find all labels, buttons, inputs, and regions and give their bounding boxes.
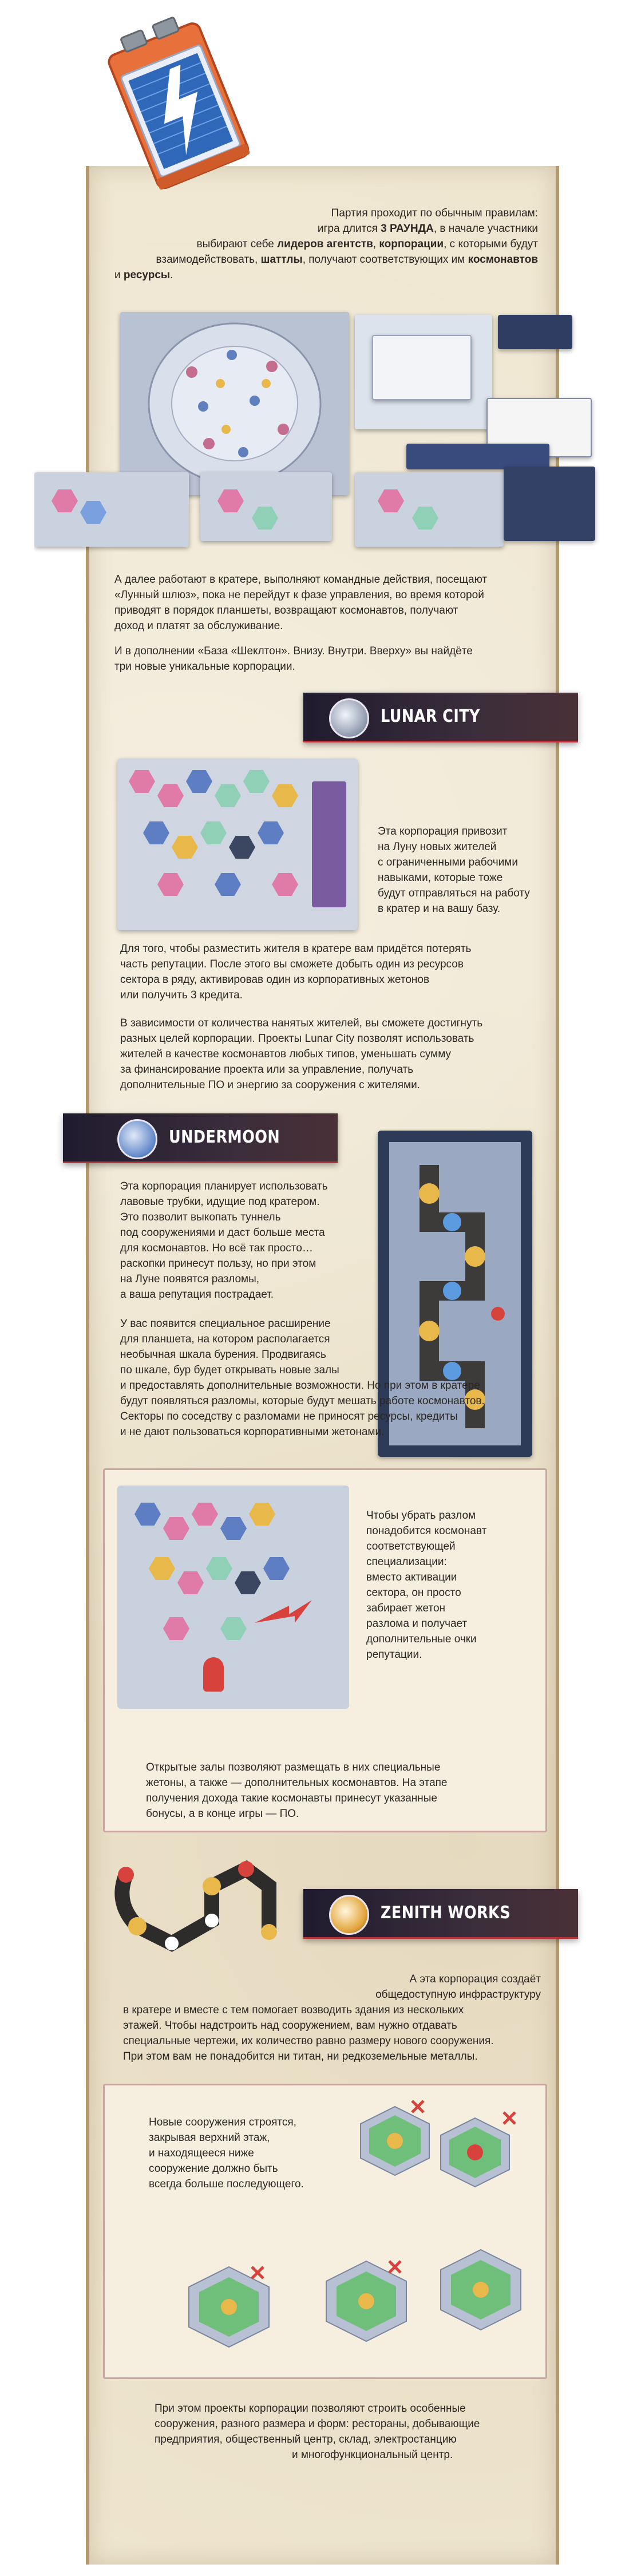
lunar-city-board-illustration bbox=[117, 758, 358, 930]
lunar-p2-line: жителей в качестве космонавтов любых типов, уменьшать сумму bbox=[120, 1048, 452, 1060]
lunar-p2-line: разных целей корпорации. Проекты Lunar City позволят использовать bbox=[120, 1033, 474, 1045]
under-p2-line: необычная шкала бурения. Продвигаясь bbox=[120, 1349, 326, 1361]
hex-tile bbox=[272, 784, 298, 807]
zenith-p2-line: специальные чертежи, их количество равно размеру нового сооружения. bbox=[123, 2035, 494, 2047]
hex-tile bbox=[229, 836, 255, 859]
lunar-p2-line: В зависимости от количества нанятых жителей, вы сможете достигнуть bbox=[120, 1017, 483, 1029]
undermoon-banner bbox=[63, 1113, 338, 1163]
under-p1-line: раскопки принесут пользу, но при этом bbox=[120, 1258, 316, 1270]
lunar-p2-line: за финансирование проекта или за управление, получать bbox=[120, 1064, 414, 1076]
zenith-stacking-diagram bbox=[172, 2095, 538, 2364]
lunar-city-banner bbox=[303, 693, 578, 742]
side-board-panel bbox=[372, 335, 472, 400]
zenith-box-line: Новые сооружения строятся, bbox=[149, 2116, 296, 2128]
under-p2-line: будут появляться разломы, которые будут мешать работе космонавтов. bbox=[120, 1395, 485, 1407]
lunar-side-line: навыками, которые тоже bbox=[378, 872, 503, 884]
hex-tile bbox=[163, 1517, 189, 1540]
under-box-line: специализации: bbox=[366, 1556, 447, 1568]
lunar-side-line: с ограниченными рабочими bbox=[378, 856, 518, 868]
intro-line-1: Партия проходит по обычным правилам: bbox=[331, 207, 538, 219]
under-box-line: вместо активации bbox=[366, 1571, 457, 1583]
lunar-side-line: в кратер и на вашу базу. bbox=[378, 903, 501, 915]
after-line-2: «Лунный шлюз», пока не перейдут к фазе управления, во время которой bbox=[114, 589, 484, 601]
under-box-line: дополнительные очки bbox=[366, 1633, 477, 1645]
after-line-1: А далее работают в кратере, выполняют командные действия, посещают bbox=[114, 574, 488, 586]
card-column bbox=[504, 467, 595, 541]
lunar-p1-line: сектора в ряду, активировав один из корпоративных жетонов bbox=[120, 974, 430, 986]
hex-tile bbox=[215, 784, 241, 807]
hex-tile bbox=[186, 770, 212, 793]
rift-board-illustration bbox=[117, 1485, 349, 1709]
rift-arrow-icon bbox=[249, 1589, 318, 1634]
under-p1-line: для космонавтов. Но всё так просто… bbox=[120, 1242, 313, 1254]
intro-line-5: и ресурсы. bbox=[114, 269, 173, 281]
under-p2-line: Секторы по соседству с разломами не приносят ресурсы, кредиты bbox=[120, 1411, 458, 1423]
crater-board-icon bbox=[146, 321, 323, 487]
lunar-p1-line: часть репутации. После этого вы сможете добыть один из ресурсов bbox=[120, 958, 464, 970]
hex-tile bbox=[157, 873, 184, 896]
under-box-line: забирает жетон bbox=[366, 1602, 446, 1614]
under-p1-line: а ваша репутация пострадает. bbox=[120, 1289, 274, 1301]
zenith-end-line: сооружения, разного размера и форм: рестораны, добывающие bbox=[155, 2418, 480, 2430]
under-box-line: разлома и получает bbox=[366, 1618, 468, 1630]
lunar-p1-line: Для того, чтобы разместить жителя в кратере вам придётся потерять bbox=[120, 943, 472, 955]
lunar-p1-line: или получить 3 кредита. bbox=[120, 989, 243, 1001]
lunar-side-line: Эта корпорация привозит bbox=[378, 825, 508, 837]
hex-tile bbox=[249, 1503, 275, 1526]
after-line-6: три новые уникальные корпорации. bbox=[114, 661, 295, 673]
hex-tile bbox=[134, 1503, 161, 1526]
under-box-line: соответствующей bbox=[366, 1540, 456, 1552]
hex-tile bbox=[243, 770, 270, 793]
under-box2-line: бонусы, а в конце игры — ПО. bbox=[146, 1808, 299, 1820]
under-p2-line: и предоставлять дополнительные возможности. Но при этом в кратере bbox=[120, 1380, 480, 1392]
under-box2-line: получения дохода такие космонавты принесут указанные bbox=[146, 1792, 437, 1804]
intro-line-3: выбирают себе лидеров агентств, корпорации, с которыми будут bbox=[196, 238, 538, 250]
zenith-works-title: ZENITH WORKS bbox=[381, 1903, 511, 1923]
under-box2-line: жетоны, а также — дополнительных космонавтов. На этапе bbox=[146, 1777, 448, 1789]
zenith-works-logo-icon bbox=[329, 1895, 369, 1935]
after-line-3: приводят в порядок планшеты, возвращают космонавтов, получают bbox=[114, 605, 458, 617]
zenith-end-line: При этом проекты корпорации позволяют строить особенные bbox=[155, 2403, 466, 2415]
under-p1-line: Это позволит выкопать туннель bbox=[120, 1211, 281, 1223]
under-p1-line: лавовые трубки, идущие под кратером. bbox=[120, 1196, 320, 1208]
zenith-box-line: и находящееся ниже bbox=[149, 2147, 254, 2159]
under-box-line: репутации. bbox=[366, 1649, 422, 1661]
zenith-end-line: предприятия, общественный центр, склад, электростанцию bbox=[155, 2433, 457, 2445]
hex-tile bbox=[129, 770, 155, 793]
zenith-box-line: закрывая верхний этаж, bbox=[149, 2132, 270, 2144]
hex-tile bbox=[172, 836, 198, 859]
zenith-works-banner bbox=[303, 1889, 578, 1939]
intro-line-4: взаимодействовать, шаттлы, получают соответствующих им космонавтов bbox=[156, 254, 538, 266]
hex-tile bbox=[215, 873, 241, 896]
intro-line-2: игра длится 3 РАУНДА, в начале участники bbox=[317, 223, 538, 235]
battery-lightning-icon bbox=[94, 11, 260, 195]
hex-tile bbox=[177, 1571, 204, 1594]
under-p2-line: для планшета, на котором располагается bbox=[120, 1333, 330, 1345]
hex-tile bbox=[220, 1517, 247, 1540]
hex-tile bbox=[258, 821, 284, 844]
hex-tile bbox=[157, 784, 184, 807]
hex-tile bbox=[149, 1557, 175, 1580]
astronaut-icon bbox=[203, 1657, 224, 1692]
after-line-5: И в дополнении «База «Шеклтон». Внизу. Внутри. Вверху» вы найдёте bbox=[114, 645, 473, 657]
under-p1-line: под сооружениями и даст больше места bbox=[120, 1227, 325, 1239]
hex-tile bbox=[263, 1557, 290, 1580]
hex-tile bbox=[206, 1557, 232, 1580]
hex-tile bbox=[272, 873, 298, 896]
zenith-box-line: сооружение должно быть bbox=[149, 2163, 278, 2175]
under-p2-line: и не дают пользоваться корпоративными жетонами. bbox=[120, 1426, 385, 1438]
lunar-city-title: LUNAR CITY bbox=[381, 706, 480, 726]
game-setup-illustration bbox=[34, 301, 607, 552]
hex-tile bbox=[200, 821, 227, 844]
zenith-p2-line: этажей. Чтобы надстроить над сооружением, вам нужно отдавать bbox=[123, 2020, 457, 2032]
resident-track bbox=[312, 781, 346, 907]
lunar-city-logo-icon bbox=[329, 698, 369, 738]
undermoon-logo-icon bbox=[117, 1119, 157, 1159]
undermoon-title: UNDERMOON bbox=[169, 1127, 280, 1147]
after-line-4: доход и платят за обслуживание. bbox=[114, 620, 283, 632]
zenith-end-line: и многофункциональный центр. bbox=[292, 2449, 453, 2461]
zenith-box-line: всегда больше последующего. bbox=[149, 2178, 304, 2190]
under-box2-line: Открытые залы позволяют размещать в них специальные bbox=[146, 1761, 441, 1773]
hex-tile bbox=[220, 1617, 247, 1640]
zenith-p1-line: А эта корпорация создаёт bbox=[409, 1973, 541, 1985]
zenith-structure-illustration bbox=[109, 1852, 280, 1961]
hex-tile bbox=[192, 1503, 218, 1526]
under-p1-line: на Луне появятся разломы, bbox=[120, 1273, 260, 1285]
card-strip bbox=[406, 444, 549, 469]
zenith-p1-line: общедоступную инфраструктуру bbox=[375, 1989, 541, 2001]
lunar-p2-line: дополнительные ПО и энергию за сооружения с жителями. bbox=[120, 1079, 420, 1091]
under-box-line: Чтобы убрать разлом bbox=[366, 1510, 476, 1522]
under-p2-line: У вас появится специальное расширение bbox=[120, 1318, 331, 1330]
card-stack bbox=[498, 315, 572, 349]
under-box-line: сектора, он просто bbox=[366, 1587, 461, 1599]
under-p2-line: по шкале, бур будет открывать новые залы bbox=[120, 1364, 339, 1376]
under-box-line: понадобится космонавт bbox=[366, 1525, 487, 1537]
hex-tile bbox=[143, 821, 169, 844]
hex-tile bbox=[163, 1617, 189, 1640]
zenith-p2-line: При этом вам не понадобится ни титан, ни редкоземельные металлы. bbox=[123, 2050, 478, 2063]
lunar-side-line: будут отправляться на работу bbox=[378, 887, 530, 899]
zenith-p2-line: в кратере и вместе с тем помогает возводить здания из нескольких bbox=[123, 2004, 464, 2016]
under-p1-line: Эта корпорация планирует использовать bbox=[120, 1180, 328, 1192]
lunar-side-line: на Луну новых жителей bbox=[378, 841, 497, 853]
